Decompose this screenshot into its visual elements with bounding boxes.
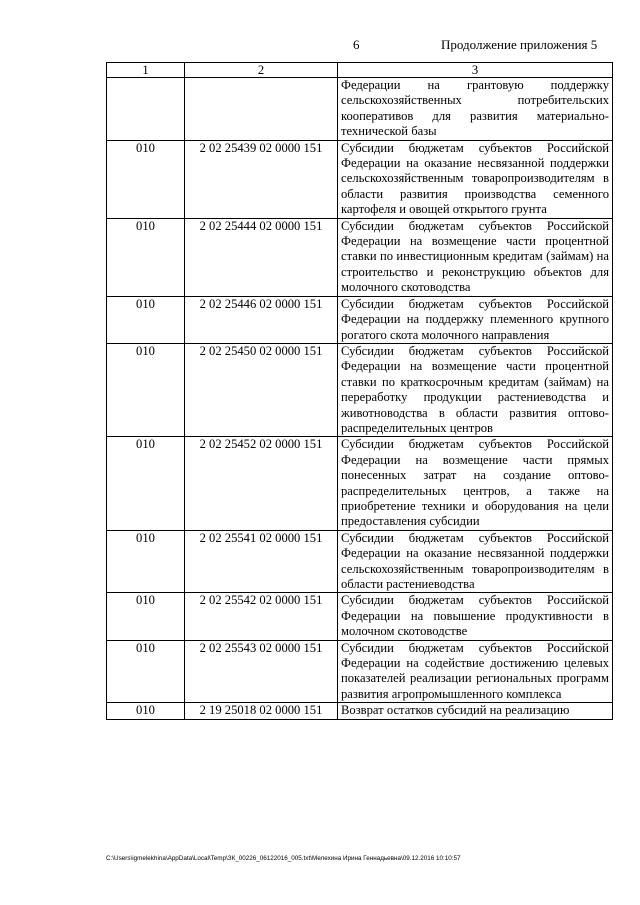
table-row: [107, 437, 613, 530]
admin-code-cell: 010: [107, 593, 185, 640]
admin-code-cell: [107, 78, 185, 141]
budget-codes-table: [106, 62, 613, 720]
page-number: 6: [353, 37, 360, 52]
description-cell: Возврат остатков субсидий на реализацию: [338, 703, 613, 719]
column-header-1: 1: [107, 63, 185, 78]
table-row: [107, 78, 613, 141]
continuation-label: Продолжение приложения 5: [441, 37, 598, 52]
admin-code-cell: 010: [107, 343, 185, 436]
description-cell: Федерации на грантовую поддержку сельскохозяйственных потребительских кооперативов для развития материально-технической базы: [338, 78, 613, 141]
description-cell: Субсидии бюджетам субъектов Российской Федерации на поддержку племенного крупного рогатого скота молочного направления: [338, 296, 613, 343]
table-row: [107, 640, 613, 703]
table-row: [107, 140, 613, 218]
admin-code-cell: 010: [107, 530, 185, 593]
table-row: [107, 218, 613, 296]
document-footer-path: C:\Users\igmelekhina\AppData\Local\Temp\ЗК_00226_06122016_005.txt\Мелехина Ирина Геннадьевна\09.12.2016 10:10:57: [106, 855, 461, 862]
table-row: [107, 593, 613, 640]
description-cell: Субсидии бюджетам субъектов Российской Федерации на возмещение части процентной ставки по краткосрочным кредитам (займам) на переработку продукции растениеводства и животноводства в области развития оптово-распределительных центров: [338, 343, 613, 436]
description-cell: Субсидии бюджетам субъектов Российской Федерации на возмещение части прямых понесенных затрат на создание оптово-распределительных центров, а также на приобретение техники и оборудования на цели предоставления субсидии: [338, 437, 613, 530]
budget-code-cell: 2 02 25446 02 0000 151: [185, 296, 338, 343]
table-row: [107, 343, 613, 436]
admin-code-cell: 010: [107, 703, 185, 719]
admin-code-cell: 010: [107, 296, 185, 343]
table-header-row: [107, 63, 613, 78]
description-cell: Субсидии бюджетам субъектов Российской Федерации на возмещение части процентной ставки по инвестиционным кредитам (займам) на строительство и реконструкцию объектов для молочного скотоводства: [338, 218, 613, 296]
budget-code-cell: 2 02 25543 02 0000 151: [185, 640, 338, 703]
budget-code-cell: 2 02 25439 02 0000 151: [185, 140, 338, 218]
admin-code-cell: 010: [107, 640, 185, 703]
column-header-3: 3: [338, 63, 613, 78]
column-header-2: 2: [185, 63, 338, 78]
budget-code-cell: 2 02 25541 02 0000 151: [185, 530, 338, 593]
table-row: [107, 296, 613, 343]
description-cell: Субсидии бюджетам субъектов Российской Федерации на повышение продуктивности в молочном скотоводстве: [338, 593, 613, 640]
budget-code-cell: 2 19 25018 02 0000 151: [185, 703, 338, 719]
admin-code-cell: 010: [107, 140, 185, 218]
table-row: [107, 530, 613, 593]
budget-code-cell: [185, 78, 338, 141]
description-cell: Субсидии бюджетам субъектов Российской Федерации на оказание несвязанной поддержки сельскохозяйственным товаропроизводителям в области растениеводства: [338, 530, 613, 593]
table-row: [107, 703, 613, 719]
budget-code-cell: 2 02 25542 02 0000 151: [185, 593, 338, 640]
budget-code-cell: 2 02 25452 02 0000 151: [185, 437, 338, 530]
description-cell: Субсидии бюджетам субъектов Российской Федерации на оказание несвязанной поддержки сельскохозяйственным товаропроизводителям в области развития производства семенного картофеля и овощей открытого грунта: [338, 140, 613, 218]
admin-code-cell: 010: [107, 437, 185, 530]
budget-code-cell: 2 02 25450 02 0000 151: [185, 343, 338, 436]
description-cell: Субсидии бюджетам субъектов Российской Федерации на содействие достижению целевых показателей реализации региональных программ развития агропромышленного комплекса: [338, 640, 613, 703]
admin-code-cell: 010: [107, 218, 185, 296]
budget-code-cell: 2 02 25444 02 0000 151: [185, 218, 338, 296]
